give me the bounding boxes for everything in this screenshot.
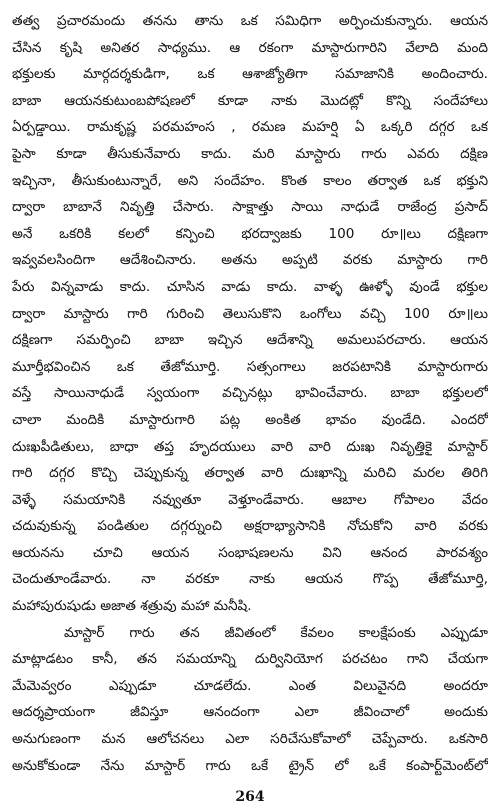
text-line: అనుకోకుండా నేను మాస్టార్ గారు ఒకే ట్రైన్ లో ఒకే కంపార్ట్‌మెంట్‌లో [12, 757, 488, 774]
text-line: చేసిన కృషి అనితర సాధ్యము. ఆ రకంగా మాస్టారుగారిని వేలాది మంది [12, 39, 488, 56]
text-line: ద్వారా మాస్టారు గారి గురించి తెలుసుకొని ఒంగోలు వచ్చి 100 రూ॥లు [12, 305, 488, 322]
text-line: మూర్తీభవించిన ఒక తేజోమూర్తి. సత్సంగాలు జరపటానికి మాస్టారుగారు [12, 358, 488, 375]
page-body-text [12, 8, 488, 779]
text-line: దక్షిణగా సమర్పించి బాబా ఇచ్చిన ఆదేశాన్ని అమలుపరచారు. ఆయన [12, 332, 488, 349]
text-line: ఇచ్చినా, తీసుకుంటున్నారే, అని సందేహం. కొంత కాలం తర్వాత ఒక భక్తుని [12, 172, 488, 189]
text-line: ఆయనను చూచి ఆయన సంభాషణలను విని ఆనంద పారవశ్యం [12, 544, 488, 561]
paragraph-start-line: మాస్టార్ గారు తన జీవితంలో కేవలం కాలక్షేపంకు ఎప్పుడూ [64, 624, 488, 641]
text-line: పేరు విన్నవాడు కాదు. చూసిన వాడు కాదు. వాళ్ళ ఊళ్ళో వుండే భక్తుల [12, 278, 488, 295]
text-line: మేమెవ్వరం ఎప్పుడూ చూడలేదు. ఎంత విలువైనది అందరూ [12, 677, 488, 694]
paragraph-end-line: మహాపురుషుడు అజాత శత్రువు మహా మనీషి. [12, 598, 252, 615]
text-line: చదువుకున్న పండితుల దగ్గర్నుంచి అక్షరాభ్యాసానికి నోచుకోని వారి వరకు [12, 518, 488, 535]
text-line: ఇవ్వవలసిందిగా ఆదేశించినారు. అతను అప్పటి వరకు మాస్టారు గారి [12, 252, 488, 269]
text-line: చాలా మందికి మాస్టారుగారి పట్ల అంకిత భావం వుండేది. ఎందరో [12, 411, 488, 428]
text-line: తత్వ ప్రచారమందు తనను తాను ఒక సమిధిగా అర్పించుకున్నారు. ఆయన [12, 13, 488, 29]
text-line: ఆదర్శప్రాయంగా జీవిస్తూ ఆనందంగా ఎలా జీవించాలో అందుకు [12, 704, 488, 721]
text-line: అనే ఒకరికి కలలో కన్పించి భరద్వాజకు 100 రూ॥లు దక్షిణగా [12, 225, 488, 242]
page-number: 264 [235, 789, 265, 805]
text-line: పైసా కూడా తీసుకునేవారు కాదు. మరి మాస్టారు గారు ఎవరు దక్షిణ [12, 145, 488, 162]
text-line: ద్వారా బాబానే నివృత్తి చేసారు. సాక్షాత్తు సాయి నాధుడే రాజేంద్ర ప్రసాద్ [12, 199, 488, 216]
text-line: దుఃఖపీడితులు, బాధా తప్త హృదయులు వారి వారి దుఃఖ నివృత్తికై మాస్టార్ [12, 438, 488, 455]
text-line: భక్తులకు మార్గదర్శకుడిగా, ఒక ఆశాజ్యోతిగా సమాజానికి అందించారు. [12, 66, 488, 83]
text-line: గారి దగ్గర కొచ్చి చెప్పుకున్న తర్వాత వారి దుఃఖాన్ని మరిచి మరల తిరిగి [12, 465, 488, 482]
text-line: వెళ్ళే సమయానికి నవ్వుతూ వెళ్తూండేవారు. ఆబాల గోపాలం వేదం [12, 491, 488, 508]
text-line: చెందుతూండేవారు. నా వరకూ నాకు ఆయన గొప్ప తేజోమూర్తి, [12, 571, 488, 588]
text-line: బాబా ఆయనకుటుంబపోషణలో కూడా నాకు మొదట్లో కొన్ని సందేహాలు [12, 92, 488, 109]
text-line: మాట్లాడటం కానీ, తన సమయాన్ని దుర్వినియోగ పరచటం గాని చేయగా [12, 651, 488, 668]
text-line: వస్తే సాయినాధుడే స్వయంగా వచ్చినట్లు భావించేవారు. బాబా భక్తులలో [12, 385, 488, 402]
text-line: అనుగుణంగా మన ఆలోచనలు ఎలా సరిచేసుకోవాలో చెప్పేవారు. ఒకసారి [12, 731, 488, 748]
text-line: ఏర్పడ్డాయి. రామకృష్ణ పరమహంస , రమణ మహర్షి ఏ ఒక్కరి దగ్గర ఒక [12, 119, 488, 136]
